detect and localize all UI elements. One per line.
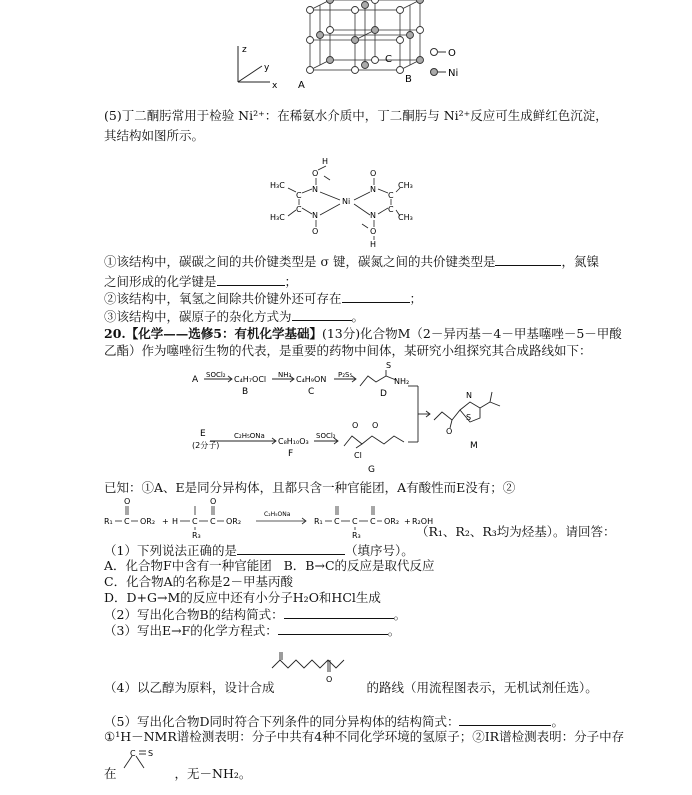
scheme-d-nh2: NH₂ [394,377,410,386]
struct-n-2: N [370,185,376,194]
struct-o-1: O [312,169,319,178]
scheme-e: E [200,429,206,439]
struct-n-3: N [312,211,318,220]
eq-r1: R₁ [104,517,113,526]
q5-sub2-line [104,290,422,307]
q20-p5-c2a: 在 [104,766,117,781]
eq-r3: R₃ [192,531,201,540]
scheme-e-two: (2分子) [192,441,220,450]
q20-line2: 乙酯）作为噻唑衍生物的代表，是重要的药物中间体，某研究小组探究其合成路线如下： [104,343,592,358]
scheme-b-formula: C₄H₇OCl [234,375,267,384]
legend-ni-icon [431,69,438,76]
struct-o-2: O [370,169,377,178]
scheme-c-label: C [308,387,315,397]
eq-c1: C [124,517,130,526]
q5-sub1-text-b: ，氮镍 [561,254,599,269]
scheme-m-label: M [470,441,478,451]
q20-p2-end: 。 [393,607,407,622]
q20-p3-line [104,622,400,639]
eq-r1-b: R₁ [314,517,323,526]
q5-sub1-text-c: 之间形成的化学键是 [104,274,217,289]
scheme-p2s5: P₂S₅ [338,371,353,379]
scheme-f-label: F [288,449,294,459]
q5-sub3-line [104,308,364,325]
q20-p4-line [104,680,598,696]
scheme-c-formula: C₄H₉ON [296,375,327,384]
answer-blank-p1[interactable] [237,542,345,555]
eq-reagent: C₂H₅ONa [264,511,291,518]
q20-known-note: （R₁、R₂、R₃均为烃基）。请回答： [416,524,616,539]
scheme-c2h5ona: C₂H₅ONa [234,432,265,440]
eq-plus-2: + [404,517,411,526]
eq-c5: C [352,517,358,526]
eq-c3: C [210,517,216,526]
scheme-g-o2: O [372,421,379,430]
q20-p3-end: 。 [387,623,401,638]
scheme-g-label: G [368,465,375,475]
struct-o-4: O [370,227,377,236]
struct-c-4: C [388,205,394,214]
scheme-m-o: O [446,427,453,436]
q5-sub3-text: ③该结构中，碳原子的杂化方式为 [104,309,292,324]
q20-p3-text: （3）写出E→F的化学方程式： [104,623,278,638]
scheme-d-label: D [380,389,387,399]
synthesis-scheme [180,362,510,478]
q5-sub3-end: 。 [351,309,365,324]
struct-ch3-1: CH₃ [398,181,413,190]
scheme-b-label: B [242,387,249,397]
cs-c: C [130,749,136,758]
answer-blank-oh-interaction[interactable] [342,290,410,303]
known-reaction-equation [100,494,434,540]
struct-h3c-2: H₃C [270,213,285,222]
eq-or2: OR₂ [140,517,156,526]
q5-sub1-text-a: ①该结构中，碳碳之间的共价键类型是 σ 键，碳氮之间的共价键类型是 [104,254,496,269]
q20-p5-cond2 [104,766,251,782]
answer-blank-p3[interactable] [278,622,388,635]
struct-ni: Ni [342,197,351,206]
diester-o: O [326,675,333,684]
struct-n-1: N [312,185,318,194]
option-d: D．D+G→M的反应中还有小分子H₂O和HCl生成 [104,590,381,605]
scheme-d-s: S [386,361,392,370]
legend-o-label: O [448,48,456,59]
option-c: C．化合物A的名称是2－甲基丙酸 [104,574,294,589]
scheme-socl2-b: SOCl₂ [316,432,336,440]
q5-sub2-end: ； [409,291,423,306]
answer-blank-cn-bond[interactable] [495,253,561,266]
crystal-lattice-figure [220,0,480,92]
struct-c-1: C [296,191,302,200]
q20-p2-line [104,606,406,623]
q20-p1-end: （填序号）。 [344,543,414,558]
axis-z-label: z [242,45,247,55]
struct-n-4: N [370,211,376,220]
scheme-socl2: SOCl₂ [206,371,226,379]
eq-c4: C [334,517,340,526]
answer-blank-p2[interactable] [284,606,394,619]
legend-o-icon [431,49,438,56]
label-a: A [298,80,305,91]
scheme-a: A [192,375,199,385]
struct-c-2: C [296,205,302,214]
scheme-f-formula: C₈H₁₀O₃ [278,437,309,446]
q20-p2-text: （2）写出化合物B的结构简式： [104,607,284,622]
q20-p1-line [104,542,414,559]
eq-r2oh: R₂OH [412,517,434,526]
q20-title: 20.【化学——选修5：有机化学基础】 [104,326,322,341]
struct-o-3: O [312,227,319,236]
answer-blank-p5[interactable] [459,713,551,726]
scheme-g-cl: Cl [354,451,362,460]
ni-dmg-structure [270,152,430,250]
q5-intro-1: (5)丁二酮肟常用于检验 Ni²⁺：在稀氨水介质中，丁二酮肟与 Ni²⁺反应可生成鲜红色沉淀， [104,108,608,123]
q20-options-ab [104,558,435,574]
scheme-nh3: NH₃ [278,371,292,379]
eq-or2-b: OR₂ [226,517,242,526]
q20-title-rest: (13分)化合物M（2－异丙基－4－甲基噻唑－5－甲酸 [321,326,622,341]
scheme-m-s: S [466,413,472,422]
eq-o1: O [124,497,131,506]
answer-blank-ni-n-bond[interactable] [217,273,285,286]
q5-sub2-text: ②该结构中，氧氢之间除共价键外还可存在 [104,291,342,306]
eq-c2: C [192,517,198,526]
q20-p5-conditions: ①¹H－NMR谱检测表明：分子中共有4种不同化学环境的氢原子；②IR谱检测表明：分子中存 [104,729,625,744]
q20-p4-text-a: （4）以乙醇为原料，设计合成 [104,680,275,695]
q20-p5-end: 。 [551,714,564,729]
eq-or2-c: OR₂ [384,517,400,526]
q20-p5-c2b: ，无－NH₂。 [174,766,252,781]
q5-sub1-end: ； [284,274,298,289]
struct-h3c-1: H₃C [270,181,285,190]
answer-blank-hybridization[interactable] [292,308,352,321]
option-b: B．B→C的反应是取代反应 [283,558,435,573]
legend-ni-label: Ni [448,68,459,79]
axis-y-label: y [264,63,270,73]
q20-p4-text-b: 的路线（用流程图表示，无机试剂任选）。 [366,680,598,695]
eq-r3-b: R₃ [352,531,361,540]
axis-x-label: x [272,81,278,91]
eq-plus-1: + [162,517,169,526]
cs-s: S [148,749,154,758]
eq-c6: C [370,517,376,526]
struct-h-bottom: H [370,240,377,249]
label-b: B [405,74,412,85]
q20-p1-text: （1）下列说法正确的是 [104,543,237,558]
label-c: C [385,54,392,65]
q5-sub1-line1 [104,253,599,270]
q20-header [104,326,622,342]
q20-p5-text: （5）写出化合物D同时符合下列条件的同分异构体的结构简式： [104,714,460,729]
scheme-g-o1: O [352,421,359,430]
q20-p5-line [104,713,564,730]
q5-sub1-line2 [104,273,297,290]
option-a: A．化合物F中含有一种官能团 [104,558,272,573]
scheme-m-n: N [466,391,472,400]
struct-c-3: C [388,191,394,200]
eq-o2: O [210,497,217,506]
struct-ch3-2: CH₃ [398,213,413,222]
struct-h-top: H [322,157,329,166]
q5-intro-2: 其结构如图所示。 [104,128,205,143]
q20-known: 已知：①A、E是同分异构体，且都只含一种官能团，A有酸性而E没有；② [104,480,516,495]
eq-h1: H [172,517,179,526]
